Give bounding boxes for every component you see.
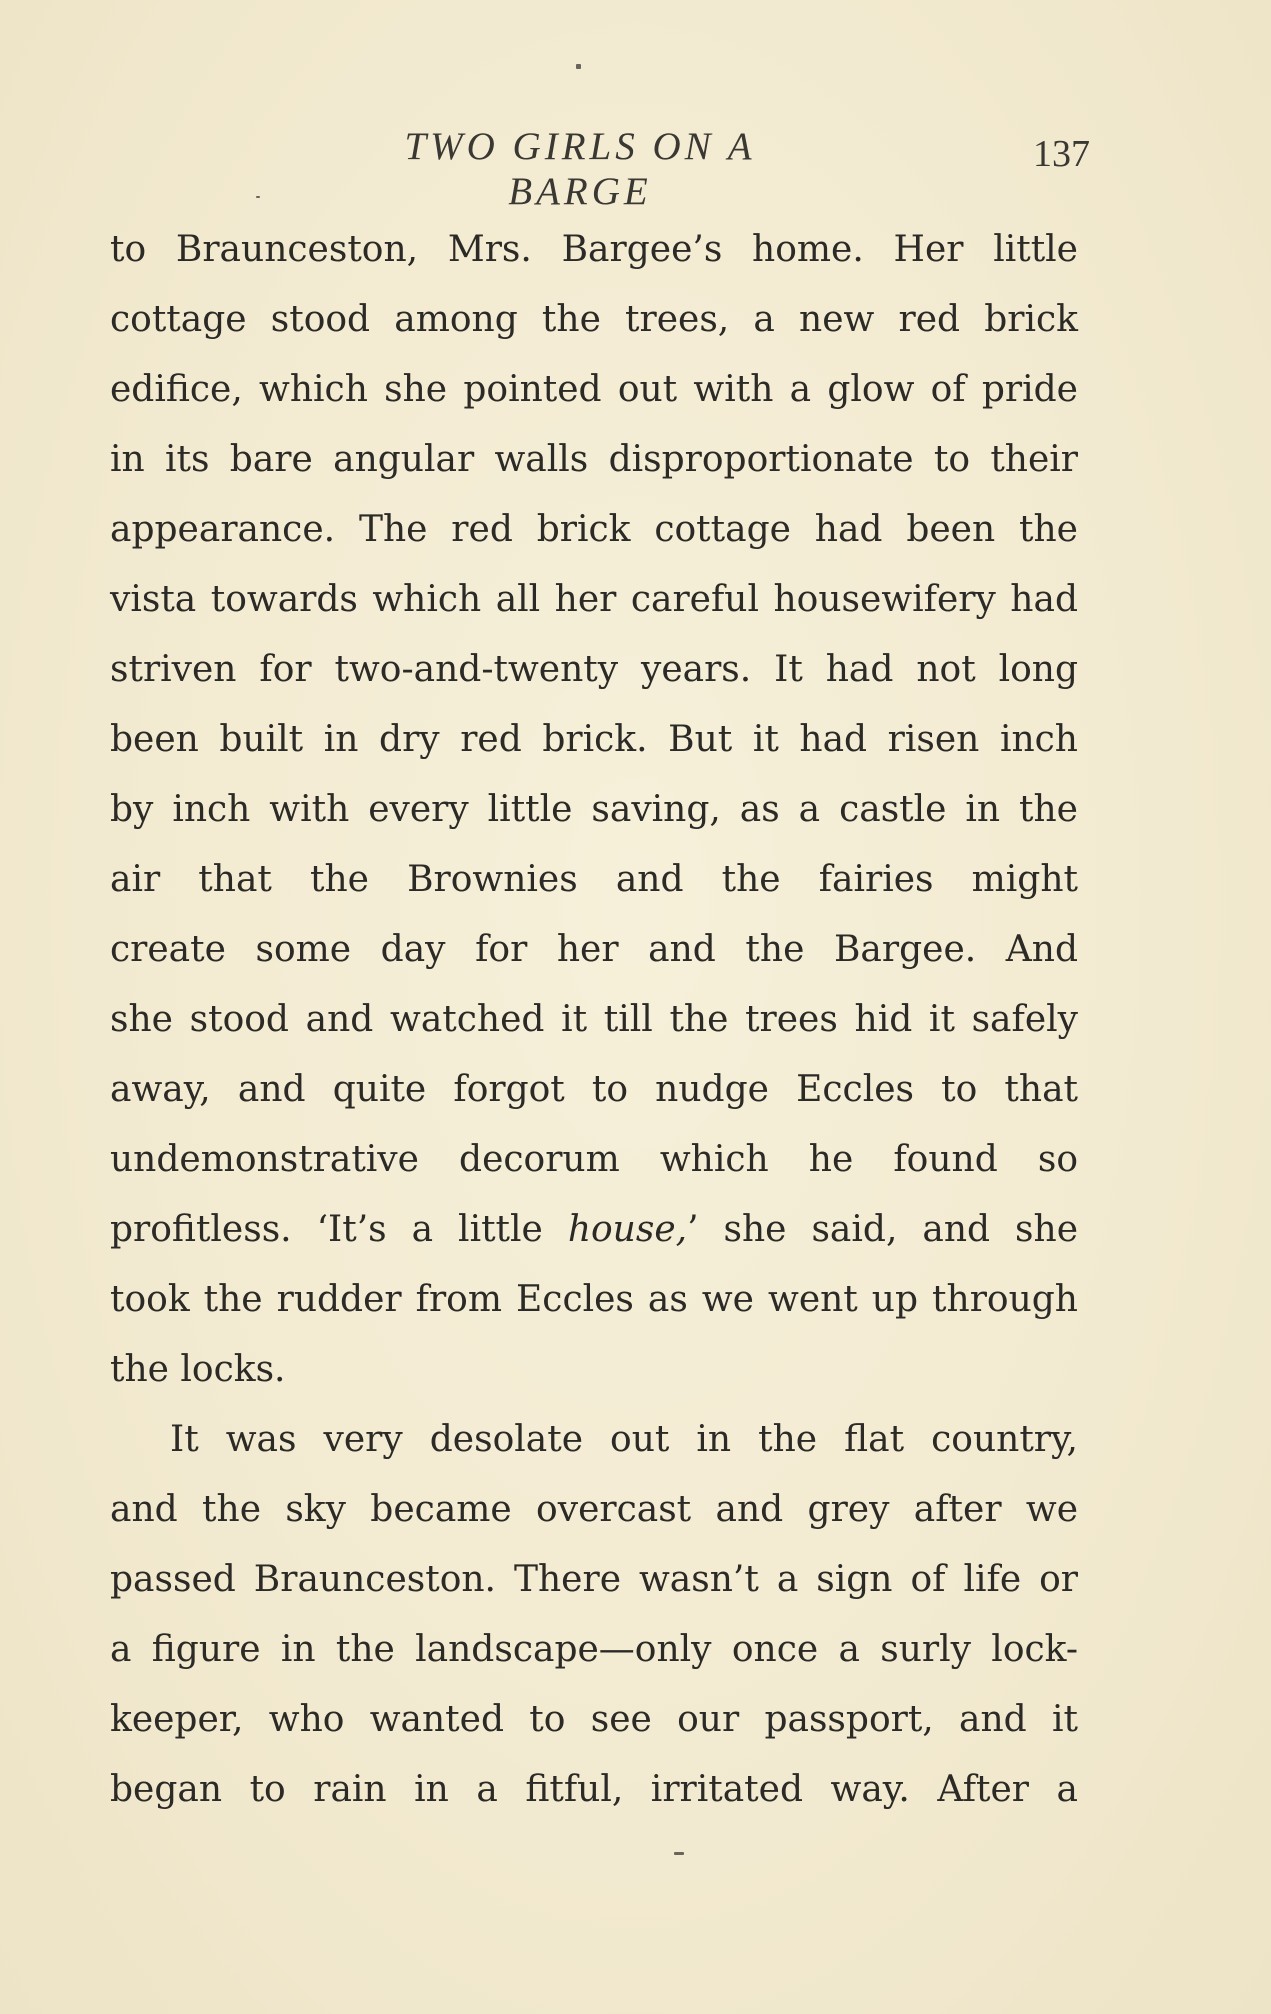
text-line: air that the Brownies and the fairies might [110,859,1078,900]
text-segment: ’ she said, and she [687,1209,1078,1250]
text-line: undemonstrative decorum which he found so [110,1139,1078,1180]
text-line: cottage stood among the trees, a new red brick [110,299,1078,340]
page-header [110,118,1090,213]
text-line: and the sky became overcast and grey after we [110,1489,1078,1530]
italic-word: house, [567,1209,688,1250]
text-line: began to rain in a fitful, irritated way. After a [110,1769,1078,1810]
text-line: to Braunceston, Mrs. Bargee’s home. Her little [110,229,1078,270]
text-line: away, and quite forgot to nudge Eccles to that [110,1069,1078,1110]
text-line: edifice, which she pointed out with a glow of pride [110,369,1078,410]
print-speck [674,1852,684,1855]
text-line: she stood and watched it till the trees hid it safely [110,999,1078,1040]
page-number: 137 [1033,133,1090,175]
print-speck [256,196,260,198]
paragraph-end-line: the locks. [110,1349,286,1390]
text-line: create some day for her and the Bargee. And [110,929,1078,970]
print-speck [576,64,581,69]
running-title: TWO GIRLS ON A BARGE [404,125,756,213]
body-text [110,215,1078,1825]
text-line: been built in dry red brick. But it had risen inch [110,719,1078,760]
text-line: in its bare angular walls disproportionate to their [110,439,1078,480]
text-line [110,1195,1078,1265]
text-line: striven for two-and-twenty years. It had not long [110,649,1078,690]
text-line: keeper, who wanted to see our passport, and it [110,1699,1078,1740]
text-line: a figure in the landscape—only once a surly lock- [110,1629,1078,1670]
text-line: by inch with every little saving, as a castle in the [110,789,1078,830]
text-line: passed Braunceston. There wasn’t a sign of life or [110,1559,1078,1600]
text-segment: profitless. ‘It’s a little [110,1209,568,1250]
text-line: took the rudder from Eccles as we went up through [110,1279,1078,1320]
paragraph-start-line: It was very desolate out in the flat country, [170,1419,1078,1460]
text-line: vista towards which all her careful housewifery had [110,579,1078,620]
text-line: appearance. The red brick cottage had been the [110,509,1078,550]
